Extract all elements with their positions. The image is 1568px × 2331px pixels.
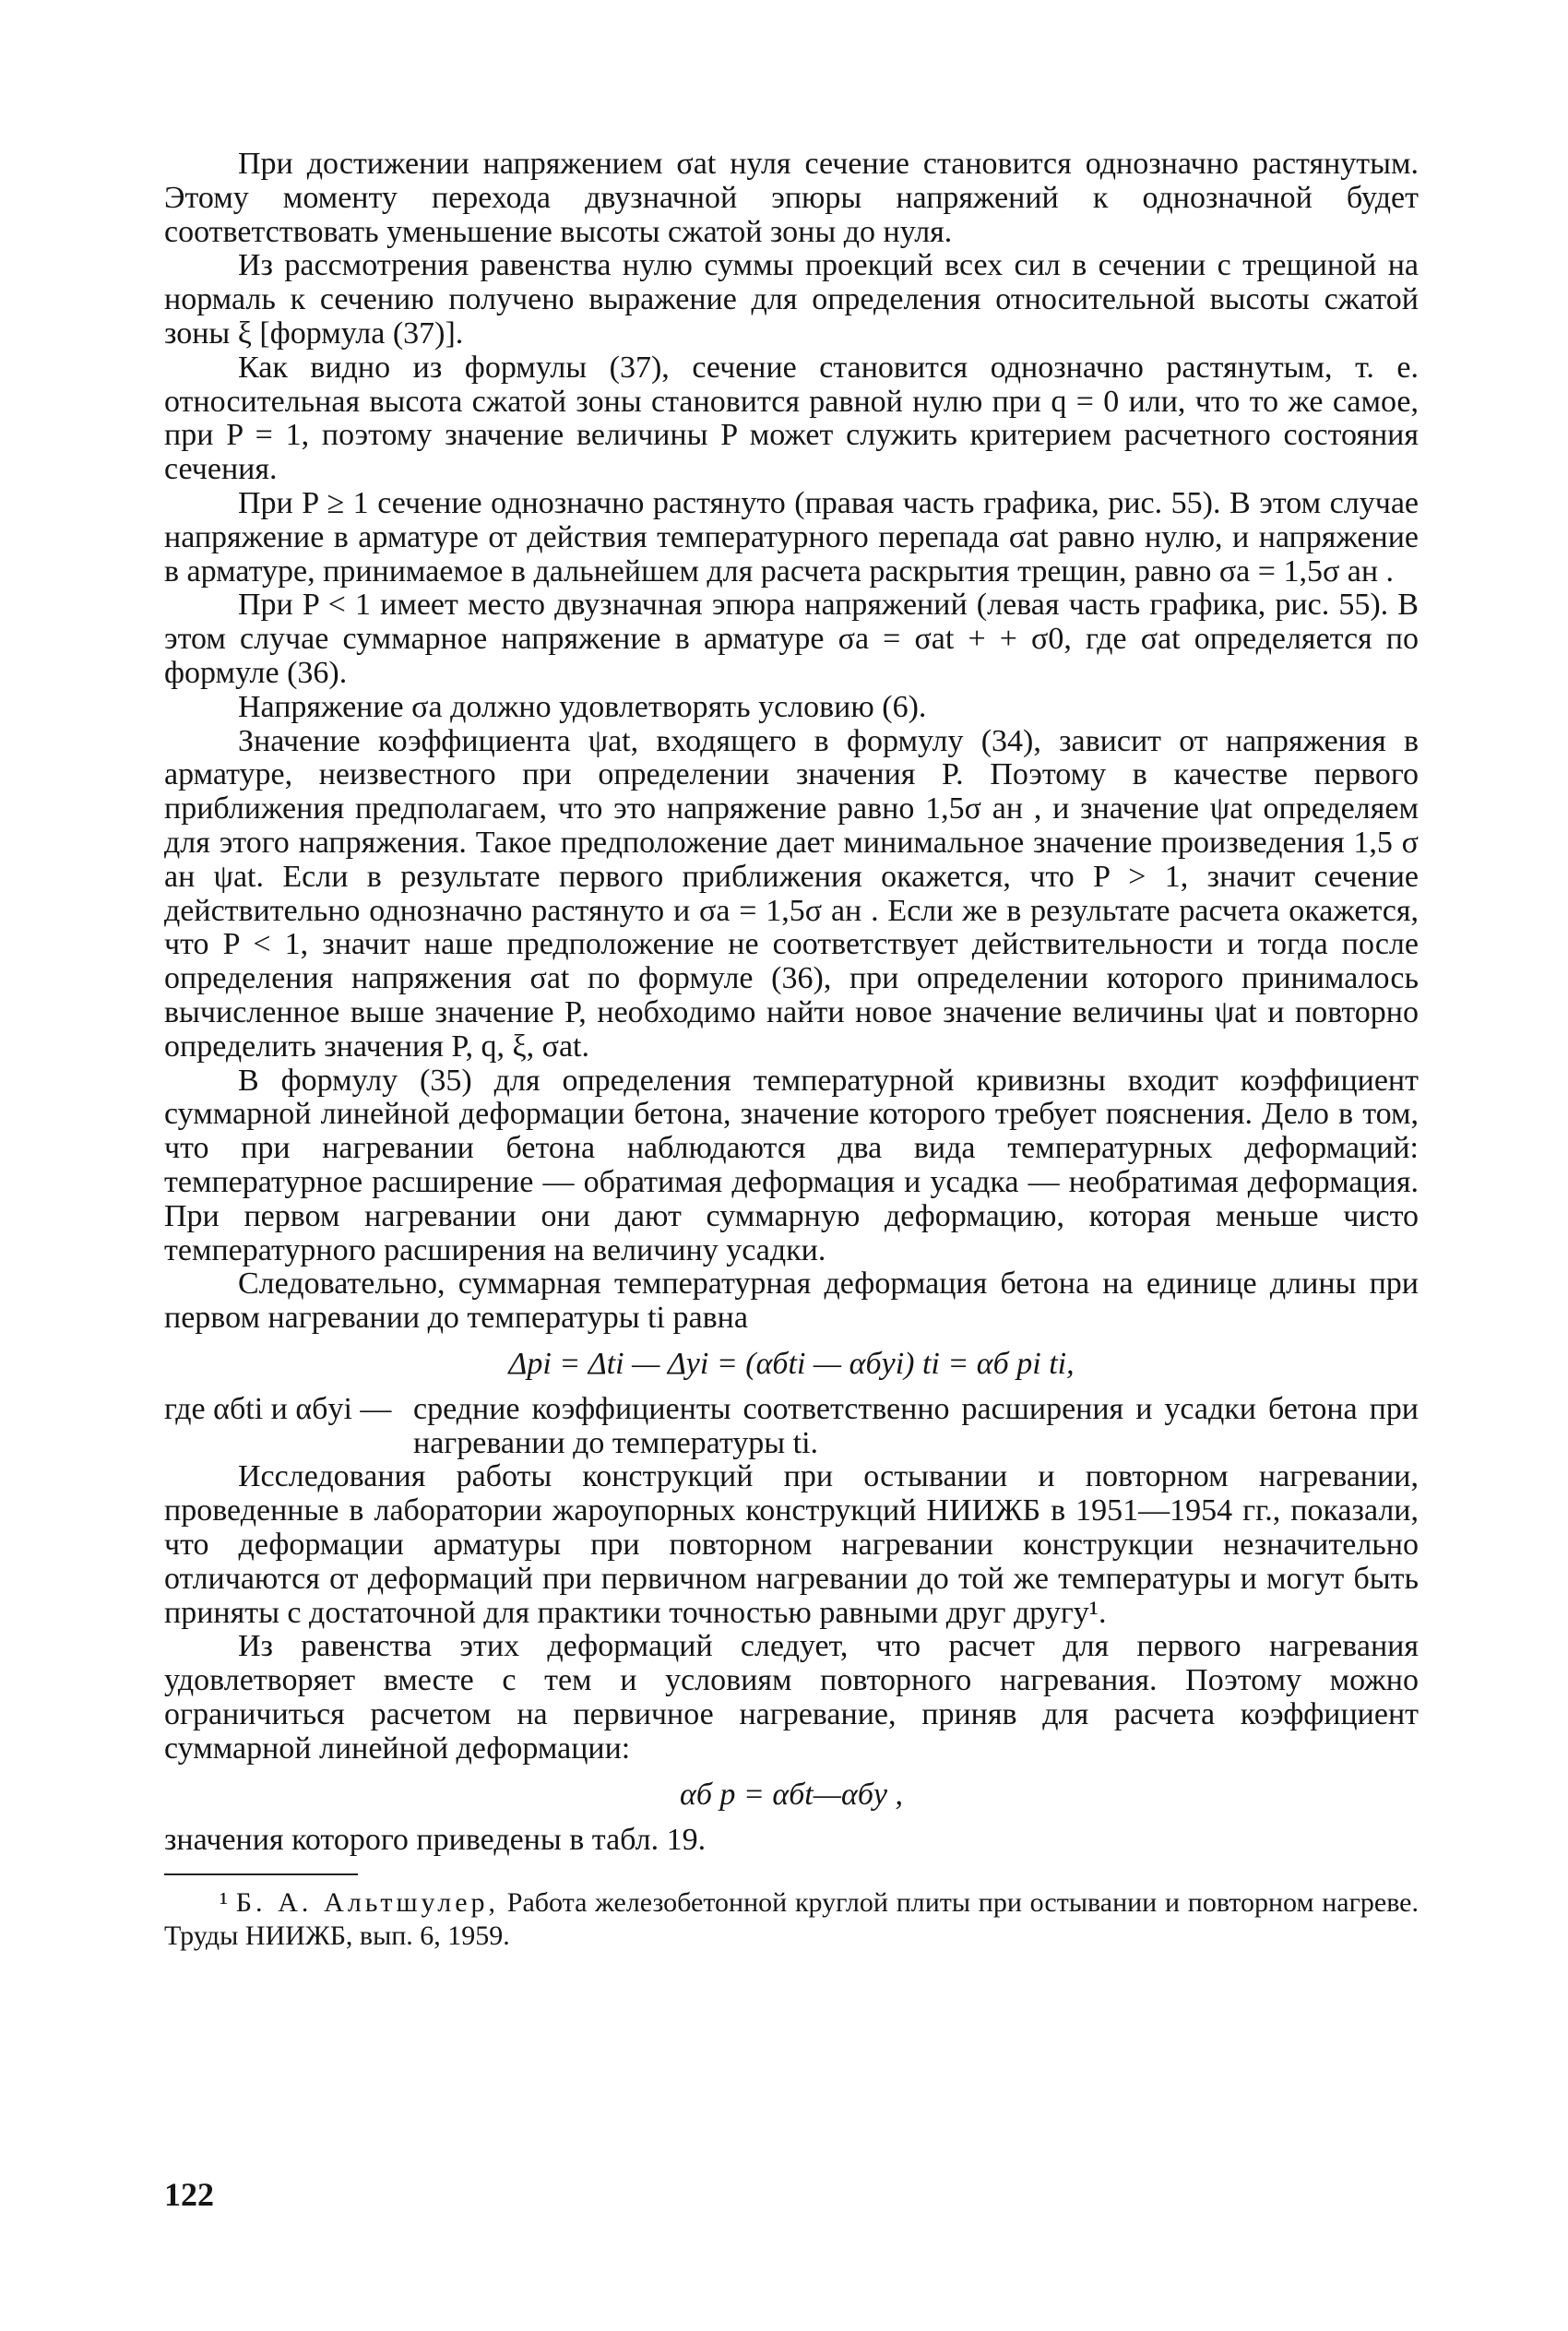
paragraph-11: Из равенства этих деформаций следует, что расчет для первого нагревания удовлетворяет вместе с тем и условиям повторного нагревания. Поэтому можно ограничиться расчетом на первичное нагревание, приняв для расчета коэффициент суммарной линейной деформации:	[164, 1629, 1419, 1766]
formula-deformation: Δpi = Δti — Δyi = (αбti — αбyi) ti = αб pi ti,	[508, 1346, 1075, 1381]
page-number: 122	[164, 2176, 214, 2213]
formula-coefficient: αб р = αбt—αбy ,	[679, 1777, 904, 1812]
footnote	[164, 1886, 1419, 1953]
footnote-divider	[164, 1873, 358, 1875]
paragraph-after-formula: значения которого приведены в табл. 19.	[164, 1822, 707, 1857]
paragraph-7: Значение коэффициента ψat, входящего в формулу (34), зависит от напряжения в арматуре, неизвестного при определении значения P. Поэтому в качестве первого приближения предполагаем, что это напряжение равно 1,5σ ан , и значение ψat определяем для этого напряжения. Такое предположение дает минимальное значение произведения 1,5 σ ан ψat. Если в результате первого приближения окажется, что P > 1, значит сечение действительно однозначно растянуто и σа = 1,5σ ан . Если же в результате расчета окажется, что P < 1, значит наше предположение не соответствует действительности и тогда после определения напряжения σat по формуле (36), при определении которого принималось вычисленное выше значение P, необходимо найти новое значение величины ψat и повторно определить значения P, q, ξ, σat.	[164, 723, 1419, 1064]
paragraph-3: Как видно из формулы (37), сечение становится однозначно растянутым, т. е. относительная высота сжатой зоны становится равной нулю при q = 0 или, что то же самое, при P = 1, поэтому значение величины P может служить критерием расчетного состояния сечения.	[164, 350, 1419, 487]
paragraph-2: Из рассмотрения равенства нулю суммы проекций всех сил в сечении с трещиной на нормаль к сечению получено выражение для определения относительной высоты сжатой зоны ξ [формула (37)].	[164, 248, 1419, 351]
footnote-marker: ¹	[220, 1887, 228, 1919]
paragraph-9: Следовательно, суммарная температурная деформация бетона на единице длины при первом нагревании до температуры ti равна	[164, 1267, 1419, 1336]
paragraph-10: Исследования работы конструкций при остывании и повторном нагревании, проведенные в лаборатории жароупорных конструкций НИИЖБ в 1951—1954 гг., показали, что деформации арматуры при повторном нагревании конструкции незначительно отличаются от деформаций при первичном нагревании до той же температуры и могут быть приняты с достаточной для практики точностью равными друг другу¹.	[164, 1459, 1419, 1630]
paragraph-6: Напряжение σа должно удовлетворять условию (6).	[238, 689, 927, 724]
where-explanation: средние коэффициенты соответственно расширения и усадки бетона при нагревании до температуры ti.	[413, 1391, 1419, 1460]
page-body	[164, 148, 1419, 2251]
paragraph-4: При P ≥ 1 сечение однозначно растянуто (правая часть графика, рис. 55). В этом случае напряжение в арматуре от действия температурного перепада σat равно нулю, и напряжение в арматуре, принимаемое в дальнейшем для расчета раскрытия трещин, равно σа = 1,5σ ан .	[164, 485, 1419, 589]
footnote-author: Б. А. Альтшулер,	[235, 1887, 500, 1919]
where-symbols: где αбti и αбyi —	[164, 1391, 392, 1426]
paragraph-8: В формулу (35) для определения температурной кривизны входит коэффициент суммарной линейной деформации бетона, значение которого требует пояснения. Дело в том, что при нагревании бетона наблюдаются два вида температурных деформаций: температурное расширение — обратимая деформация и усадка — необратимая деформация. При первом нагревании они дают суммарную деформацию, которая меньше чисто температурного расширения на величину усадки.	[164, 1063, 1419, 1267]
where-clause	[164, 1393, 1419, 1461]
paragraph-1: При достижении напряжением σat нуля сечение становится однозначно растянутым. Этому моменту перехода двузначной эпюры напряжений к однозначной будет соответствовать уменьшение высоты сжатой зоны до нуля.	[164, 147, 1419, 249]
paragraph-5: При P < 1 имеет место двузначная эпюра напряжений (левая часть графика, рис. 55). В этом случае суммарное напряжение в арматуре σа = σat + + σ0, где σat определяется по формуле (36).	[164, 588, 1419, 690]
footnote-text: Работа железобетонной круглой плиты при остывании и повторном нагреве. Труды НИИЖБ, вып. 6, 1959.	[164, 1887, 1419, 1952]
